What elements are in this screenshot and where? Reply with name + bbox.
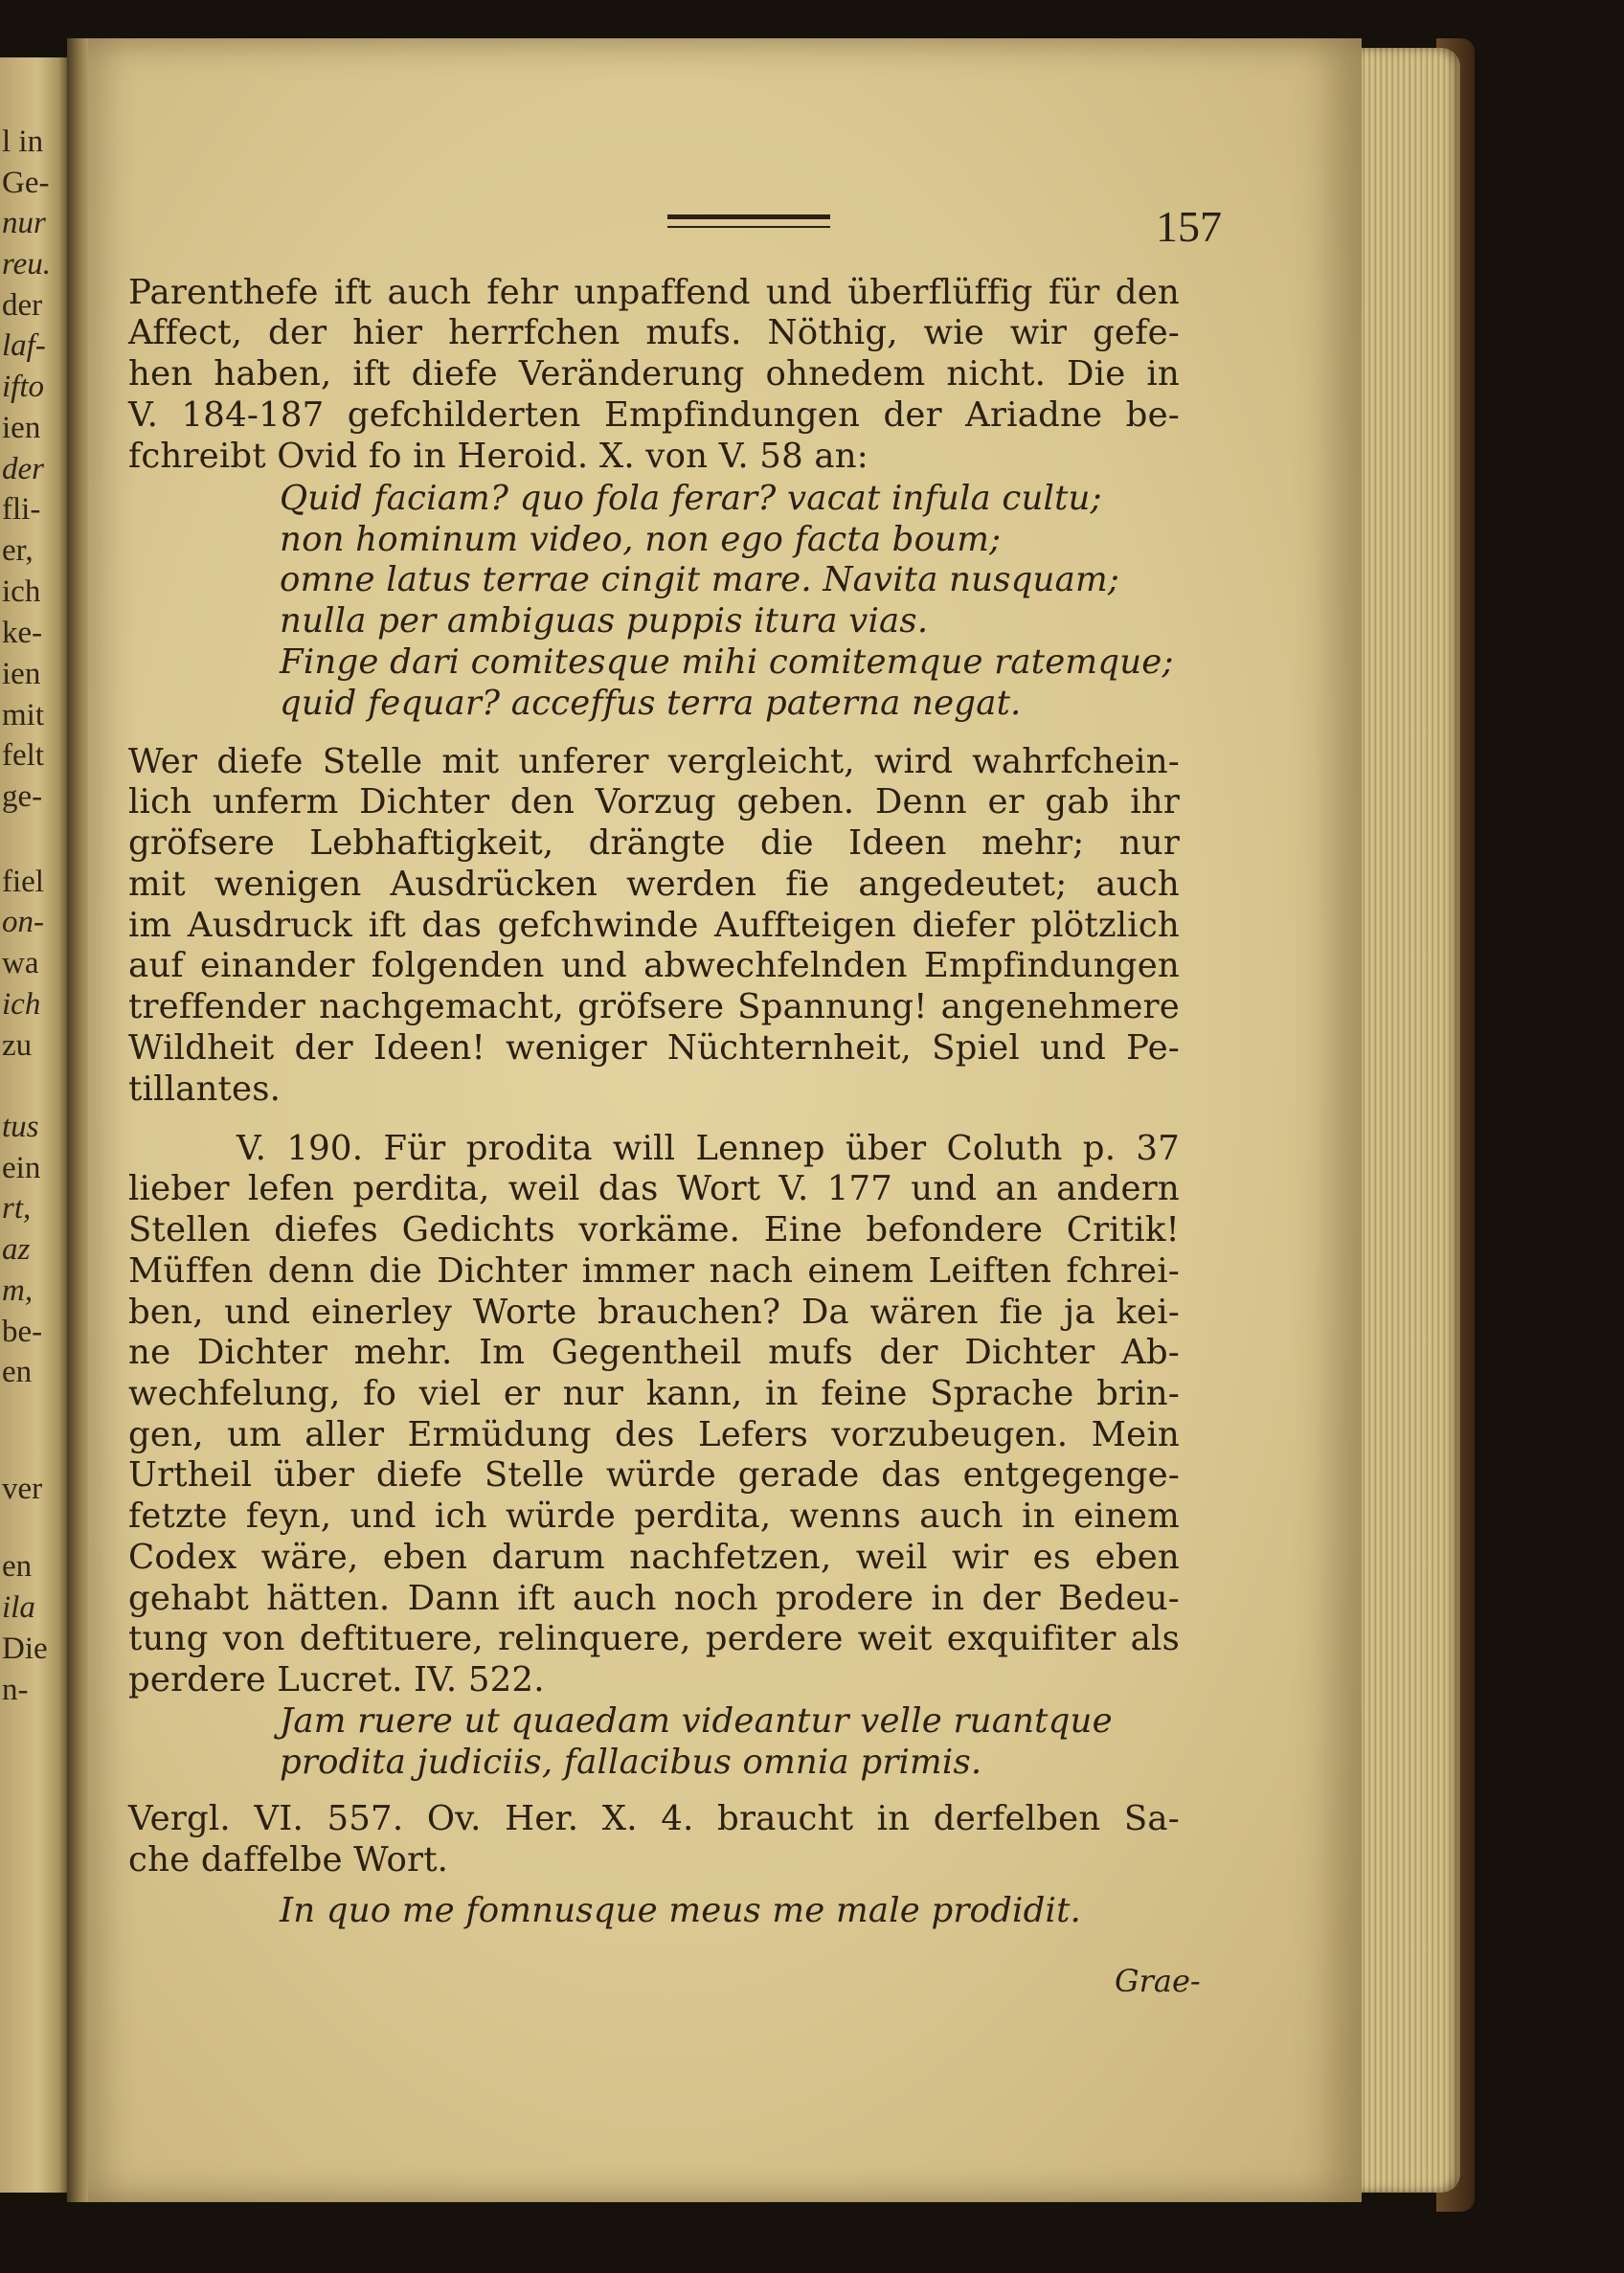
text-line: nulla per ambiguas puppis itura vias. <box>280 601 929 641</box>
text-line: gehabt hätten. Dann ift auch noch prodere in der Bedeu- <box>128 1579 1180 1618</box>
facing-page-fragment: be- <box>2 1315 43 1349</box>
text-line: wechfelung, fo viel er nur kann, in feine Sprache brin- <box>128 1374 1180 1413</box>
text-line: Parenthefe ift auch fehr unpaffend und überflüffig für den <box>128 273 1180 312</box>
facing-page-fragment: m, <box>2 1273 34 1308</box>
facing-page-fragment: az <box>2 1232 31 1267</box>
text-line: V. 190. Für prodita will Lennep über Coluth p. 37 <box>237 1129 1180 1168</box>
facing-page-fragment: en <box>2 1355 33 1389</box>
text-line: treffender nachgemacht, gröfsere Spannung! angenehmere <box>128 987 1180 1026</box>
text-line: che daffelbe Wort. <box>128 1840 449 1879</box>
facing-page-fragment: ich <box>2 987 41 1022</box>
text-line: lich unferm Dichter den Vorzug geben. Denn er gab ihr <box>128 782 1180 821</box>
facing-page-fragment: en <box>2 1549 33 1584</box>
text-line: prodita judiciis, fallacibus omnia primis. <box>280 1743 982 1782</box>
facing-page-fragment: ke- <box>2 616 43 650</box>
facing-page-fragment: fli- <box>2 492 41 527</box>
facing-page-fragment: ien <box>2 657 41 691</box>
text-line: tung von deftituere, relinquere, perdere weit exquifiter als <box>128 1619 1180 1658</box>
facing-page-fragment: nur <box>2 206 46 240</box>
facing-page-fragment: tus <box>2 1110 39 1144</box>
text-line: Wer diefe Stelle mit unferer vergleicht, wird wahrfchein- <box>128 742 1180 781</box>
facing-page-fragment: wa <box>2 946 39 980</box>
text-line: fetzte feyn, und ich würde perdita, wenns auch in einem <box>128 1497 1180 1536</box>
facing-page-fragment: der <box>2 288 43 323</box>
facing-page-fragment: der <box>2 452 44 486</box>
text-line: V. 184-187 gefchilderten Empfindungen der Ariadne be- <box>128 395 1180 435</box>
text-line: Affect, der hier herrfchen mufs. Nöthig, wie wir gefe- <box>128 313 1180 352</box>
facing-page-fragment: er, <box>2 533 34 568</box>
text-line: omne latus terrae cingit mare. Navita nusquam; <box>280 560 1119 599</box>
facing-page-fragment: ich <box>2 574 41 609</box>
text-line: Urtheil über diefe Stelle würde gerade das entgegenge- <box>128 1455 1180 1495</box>
text-line: mit wenigen Ausdrücken werden fie angedeutet; auch <box>128 865 1180 904</box>
text-line: quid fequar? acceffus terra paterna negat. <box>280 684 1022 723</box>
text-line: Müffen denn die Dichter immer nach einem Leiften fchrei- <box>128 1251 1180 1291</box>
text-line: Finge dari comitesque mihi comitemque ratemque; <box>280 642 1174 682</box>
text-line: lieber lefen perdita, weil das Wort V. 177 und an andern <box>128 1169 1180 1208</box>
text-line: im Ausdruck ift das gefchwinde Auffteigen diefer plötzlich <box>128 906 1180 945</box>
facing-page-fragment: ifto <box>2 370 45 404</box>
text-line: In quo me fomnusque meus me male prodidit. <box>280 1891 1082 1930</box>
facing-page-fragment: l in <box>2 124 44 159</box>
text-line: gröfsere Lebhaftigkeit, drängte die Ideen mehr; nur <box>128 823 1180 863</box>
facing-page-fragment: ila <box>2 1590 35 1625</box>
facing-page-fragment: felt <box>2 738 44 773</box>
text-line: non hominum video, non ego facta boum; <box>280 520 1002 559</box>
text-line: ne Dichter mehr. Im Gegentheil mufs der Dichter Ab- <box>128 1333 1180 1372</box>
facing-page-fragment: Die <box>2 1632 48 1666</box>
text-line: Stellen diefes Gedichts vorkäme. Eine befondere Critik! <box>128 1210 1180 1249</box>
text-line: tillantes. <box>128 1069 282 1109</box>
facing-page-fragment: on- <box>2 905 44 939</box>
facing-page-fragment: ien <box>2 411 41 445</box>
facing-page-fragment: ver <box>2 1472 43 1506</box>
book-page <box>88 38 1362 2202</box>
catchword: Grae- <box>1115 1963 1201 1999</box>
facing-page-fragment: zu <box>2 1028 33 1063</box>
facing-page-fragment: laf- <box>2 328 46 363</box>
facing-page-fragment: ge- <box>2 779 43 814</box>
text-line: hen haben, ift diefe Veränderung ohnedem nicht. Die in <box>128 354 1180 394</box>
text-line: gen, um aller Ermüdung des Lefers vorzubeugen. Mein <box>128 1415 1180 1454</box>
facing-page-fragment: rt, <box>2 1191 32 1226</box>
facing-page-fragment: n- <box>2 1673 29 1707</box>
facing-page-fragment: reu. <box>2 247 52 281</box>
text-line: Codex wäre, eben darum nachfetzen, weil wir es eben <box>128 1538 1180 1577</box>
text-line: Wildheit der Ideen! weniger Nüchternheit, Spiel und Pe- <box>128 1028 1180 1068</box>
facing-page-fragment: Ge- <box>2 166 50 200</box>
facing-page-fragment: fiel <box>2 865 44 899</box>
header-rule <box>667 214 830 228</box>
text-line: auf einander folgenden und abwechfelnden Empfindungen <box>128 946 1180 985</box>
text-line: perdere Lucret. IV. 522. <box>128 1660 545 1699</box>
facing-page-fragment: ein <box>2 1151 41 1185</box>
text-line: Vergl. VI. 557. Ov. Her. X. 4. braucht in derfelben Sa- <box>128 1799 1180 1838</box>
text-line: fchreibt Ovid fo in Heroid. X. von V. 58 an: <box>128 437 868 476</box>
text-line: ben, und einerley Worte brauchen? Da wären fie ja kei- <box>128 1293 1180 1332</box>
facing-page-margin <box>0 57 69 2193</box>
facing-page-fragment: mit <box>2 698 45 732</box>
page-number: 157 <box>1156 202 1222 251</box>
text-line: Quid faciam? quo fola ferar? vacat infula cultu; <box>280 479 1102 518</box>
text-line: Jam ruere ut quaedam videantur velle ruantque <box>280 1701 1113 1741</box>
